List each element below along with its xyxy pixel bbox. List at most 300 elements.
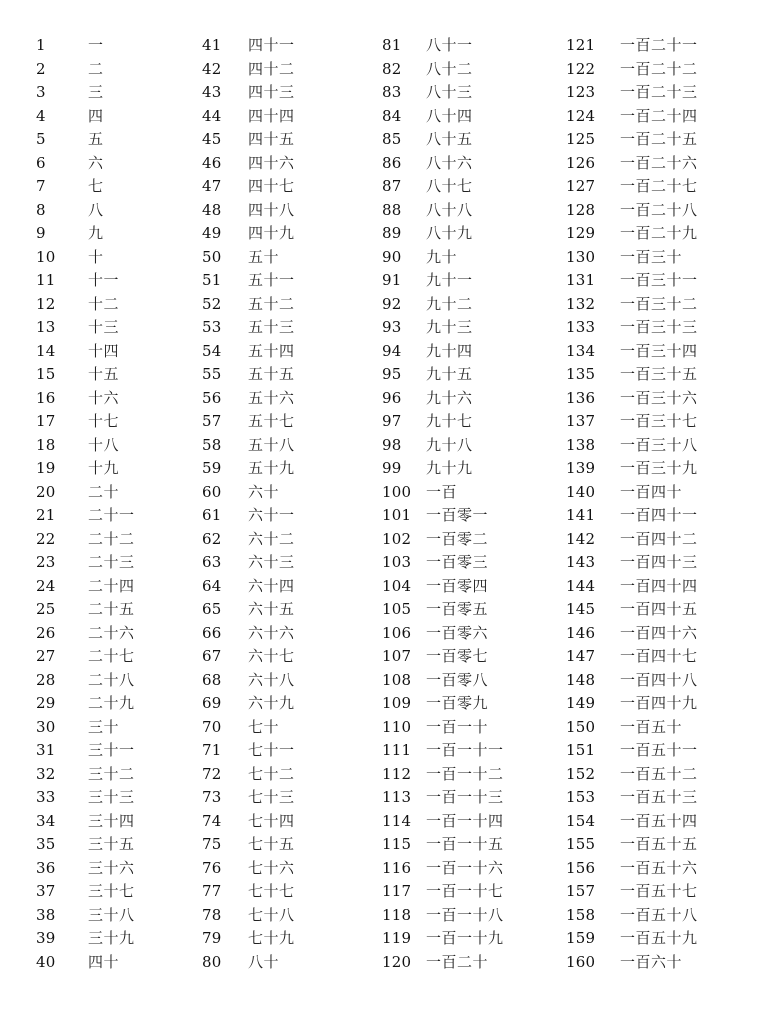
list-item: [202, 457, 295, 481]
arabic-numeral: 109: [382, 694, 412, 712]
chinese-numeral: 一百二十八: [620, 200, 698, 219]
arabic-numeral: 81: [382, 36, 402, 54]
list-item: [36, 363, 135, 387]
chinese-numeral: 六十六: [248, 623, 295, 642]
list-item: [202, 927, 295, 951]
list-item: [566, 763, 698, 787]
chinese-numeral: 一百三十六: [620, 388, 698, 407]
arabic-numeral: 32: [36, 764, 56, 783]
arabic-numeral: 118: [382, 905, 412, 924]
arabic-numeral: 99: [382, 459, 402, 477]
arabic-numeral: 10: [36, 247, 56, 266]
arabic-numeral: 1: [36, 36, 46, 54]
list-item: [202, 34, 295, 58]
chinese-numeral: 十七: [88, 412, 120, 430]
arabic-numeral: 73: [202, 788, 222, 806]
list-item: [566, 716, 698, 740]
chinese-numeral: 一百二十二: [620, 59, 698, 78]
list-item: [566, 128, 698, 152]
arabic-numeral: 79: [202, 929, 222, 947]
list-item: [382, 34, 504, 58]
arabic-numeral: 60: [202, 482, 222, 501]
chinese-numeral: 八十八: [426, 200, 473, 219]
list-item: [382, 434, 504, 458]
arabic-numeral: 98: [382, 435, 402, 454]
list-item: [36, 128, 135, 152]
arabic-numeral: 84: [382, 106, 402, 125]
chinese-numeral: 一百三十五: [620, 365, 698, 383]
chinese-numeral: 一百五十三: [620, 788, 698, 806]
chinese-numeral: 四十三: [248, 83, 295, 101]
arabic-numeral: 43: [202, 83, 222, 101]
arabic-numeral: 78: [202, 905, 222, 924]
list-item: [566, 199, 698, 223]
chinese-numeral: 三十七: [88, 882, 135, 900]
chinese-numeral: 七十三: [248, 788, 295, 806]
chinese-numeral: 五十六: [248, 388, 295, 407]
arabic-numeral: 20: [36, 482, 56, 501]
list-item: [382, 363, 504, 387]
chinese-numeral: 六十七: [248, 647, 295, 665]
chinese-numeral: 九十一: [426, 271, 473, 289]
arabic-numeral: 117: [382, 882, 412, 900]
list-item: [202, 716, 295, 740]
chinese-numeral: 一百五十七: [620, 882, 698, 900]
chinese-numeral: 一百零八: [426, 670, 489, 689]
arabic-numeral: 76: [202, 858, 222, 877]
arabic-numeral: 54: [202, 341, 222, 360]
arabic-numeral: 23: [36, 553, 56, 571]
arabic-numeral: 28: [36, 670, 56, 689]
chinese-numeral: 一百: [426, 482, 458, 501]
arabic-numeral: 111: [382, 741, 412, 759]
arabic-numeral: 133: [566, 318, 596, 336]
chinese-numeral: 六: [88, 153, 104, 172]
arabic-numeral: 88: [382, 200, 402, 219]
list-item: [566, 786, 698, 810]
list-item: [202, 857, 295, 881]
chinese-numeral: 二十四: [88, 576, 135, 595]
chinese-numeral: 七十二: [248, 764, 295, 783]
arabic-numeral: 25: [36, 600, 56, 618]
arabic-numeral: 120: [382, 952, 412, 971]
list-item: [382, 481, 504, 505]
arabic-numeral: 157: [566, 882, 596, 900]
arabic-numeral: 6: [36, 153, 46, 172]
list-item: [382, 575, 504, 599]
list-item: [36, 951, 135, 975]
arabic-numeral: 155: [566, 835, 596, 853]
chinese-numeral: 九十四: [426, 341, 473, 360]
arabic-numeral: 126: [566, 153, 596, 172]
list-item: [382, 833, 504, 857]
chinese-numeral: 二十九: [88, 694, 135, 712]
arabic-numeral: 89: [382, 224, 402, 242]
chinese-numeral: 八十: [248, 952, 280, 971]
chinese-numeral: 十三: [88, 318, 120, 336]
list-item: [36, 152, 135, 176]
list-item: [382, 951, 504, 975]
chinese-numeral: 二十五: [88, 600, 135, 618]
chinese-numeral: 四十八: [248, 200, 295, 219]
list-item: [566, 81, 698, 105]
chinese-numeral: 四: [88, 106, 104, 125]
arabic-numeral: 87: [382, 177, 402, 195]
list-item: [382, 786, 504, 810]
chinese-numeral: 七: [88, 177, 104, 195]
list-item: [566, 58, 698, 82]
list-item: [36, 58, 135, 82]
arabic-numeral: 4: [36, 106, 46, 125]
arabic-numeral: 64: [202, 576, 222, 595]
arabic-numeral: 58: [202, 435, 222, 454]
list-item: [566, 951, 698, 975]
arabic-numeral: 116: [382, 858, 412, 877]
list-item: [382, 152, 504, 176]
list-item: [36, 763, 135, 787]
chinese-numeral: 一百二十一: [620, 36, 698, 54]
arabic-numeral: 150: [566, 717, 596, 736]
chinese-numeral: 十九: [88, 459, 120, 477]
chinese-numeral: 一百零四: [426, 576, 489, 595]
list-item: [202, 786, 295, 810]
arabic-numeral: 119: [382, 929, 412, 947]
arabic-numeral: 80: [202, 952, 222, 971]
chinese-numeral: 七十九: [248, 929, 295, 947]
chinese-numeral: 一百二十: [426, 952, 489, 971]
arabic-numeral: 24: [36, 576, 56, 595]
arabic-numeral: 139: [566, 459, 596, 477]
chinese-numeral: 一百零七: [426, 647, 489, 665]
chinese-numeral: 五: [88, 130, 104, 148]
arabic-numeral: 90: [382, 247, 402, 266]
chinese-numeral: 五十一: [248, 271, 295, 289]
arabic-numeral: 156: [566, 858, 596, 877]
arabic-numeral: 31: [36, 741, 56, 759]
chinese-numeral: 一百二十三: [620, 83, 698, 101]
arabic-numeral: 36: [36, 858, 56, 877]
chinese-numeral: 一百二十七: [620, 177, 698, 195]
arabic-numeral: 85: [382, 130, 402, 148]
list-item: [566, 575, 698, 599]
chinese-numeral: 一百五十六: [620, 858, 698, 877]
chinese-numeral: 一百三十七: [620, 412, 698, 430]
chinese-numeral: 一百零一: [426, 506, 489, 524]
chinese-numeral: 二十八: [88, 670, 135, 689]
chinese-numeral: 一百三十一: [620, 271, 698, 289]
list-item: [36, 833, 135, 857]
list-item: [382, 105, 504, 129]
arabic-numeral: 52: [202, 294, 222, 313]
arabic-numeral: 124: [566, 106, 596, 125]
list-item: [202, 645, 295, 669]
arabic-numeral: 38: [36, 905, 56, 924]
arabic-numeral: 148: [566, 670, 596, 689]
arabic-numeral: 95: [382, 365, 402, 383]
chinese-numeral: 一百五十四: [620, 811, 698, 830]
chinese-numeral: 九十: [426, 247, 458, 266]
list-item: [36, 293, 135, 317]
chinese-numeral: 八十九: [426, 224, 473, 242]
chinese-numeral: 三十九: [88, 929, 135, 947]
chinese-numeral: 一百四十九: [620, 694, 698, 712]
chinese-numeral: 五十八: [248, 435, 295, 454]
arabic-numeral: 102: [382, 529, 412, 548]
list-item: [566, 598, 698, 622]
list-item: [202, 904, 295, 928]
list-item: [382, 175, 504, 199]
arabic-numeral: 142: [566, 529, 596, 548]
arabic-numeral: 34: [36, 811, 56, 830]
chinese-numeral: 一百四十一: [620, 506, 698, 524]
chinese-numeral: 一百零三: [426, 553, 489, 571]
chinese-numeral: 六十八: [248, 670, 295, 689]
arabic-numeral: 12: [36, 294, 56, 313]
list-item: [36, 340, 135, 364]
arabic-numeral: 141: [566, 506, 596, 524]
list-item: [566, 880, 698, 904]
list-item: [202, 575, 295, 599]
chinese-numeral: 三十八: [88, 905, 135, 924]
chinese-numeral: 一百五十八: [620, 905, 698, 924]
list-item: [202, 128, 295, 152]
chinese-numeral: 一百零九: [426, 694, 489, 712]
list-item: [36, 857, 135, 881]
chinese-numeral: 一百一十: [426, 717, 489, 736]
list-item: [202, 481, 295, 505]
arabic-numeral: 128: [566, 200, 596, 219]
list-item: [202, 763, 295, 787]
arabic-numeral: 21: [36, 506, 56, 524]
arabic-numeral: 63: [202, 553, 222, 571]
arabic-numeral: 132: [566, 294, 596, 313]
chinese-numeral: 一百二十五: [620, 130, 698, 148]
arabic-numeral: 140: [566, 482, 596, 501]
chinese-numeral: 三十: [88, 717, 120, 736]
list-item: [202, 105, 295, 129]
list-item: [566, 927, 698, 951]
list-item: [382, 269, 504, 293]
list-item: [382, 457, 504, 481]
list-item: [566, 293, 698, 317]
arabic-numeral: 158: [566, 905, 596, 924]
chinese-numeral: 四十二: [248, 59, 295, 78]
arabic-numeral: 72: [202, 764, 222, 783]
list-item: [382, 739, 504, 763]
list-item: [36, 669, 135, 693]
chinese-numeral: 二: [88, 59, 104, 78]
chinese-numeral: 九: [88, 224, 104, 242]
list-item: [36, 105, 135, 129]
chinese-numeral: 九十五: [426, 365, 473, 383]
list-item: [202, 434, 295, 458]
arabic-numeral: 16: [36, 388, 56, 407]
chinese-numeral: 一百一十八: [426, 905, 504, 924]
arabic-numeral: 151: [566, 741, 596, 759]
arabic-numeral: 75: [202, 835, 222, 853]
chinese-numeral: 一百六十: [620, 952, 683, 971]
arabic-numeral: 86: [382, 153, 402, 172]
list-item: [382, 222, 504, 246]
arabic-numeral: 77: [202, 882, 222, 900]
chinese-numeral: 二十一: [88, 506, 135, 524]
chinese-numeral: 四十一: [248, 36, 295, 54]
list-item: [382, 293, 504, 317]
list-item: [382, 763, 504, 787]
arabic-numeral: 143: [566, 553, 596, 571]
arabic-numeral: 65: [202, 600, 222, 618]
list-item: [36, 927, 135, 951]
arabic-numeral: 7: [36, 177, 46, 195]
arabic-numeral: 51: [202, 271, 222, 289]
column-2: [202, 34, 295, 974]
chinese-numeral: 三十四: [88, 811, 135, 830]
arabic-numeral: 49: [202, 224, 222, 242]
arabic-numeral: 35: [36, 835, 56, 853]
chinese-numeral: 六十一: [248, 506, 295, 524]
chinese-numeral: 一百零二: [426, 529, 489, 548]
chinese-numeral: 一百五十二: [620, 764, 698, 783]
chinese-numeral: 四十: [88, 952, 120, 971]
arabic-numeral: 41: [202, 36, 222, 54]
list-item: [36, 81, 135, 105]
arabic-numeral: 153: [566, 788, 596, 806]
list-item: [202, 316, 295, 340]
arabic-numeral: 115: [382, 835, 412, 853]
arabic-numeral: 127: [566, 177, 596, 195]
list-item: [36, 810, 135, 834]
list-item: [566, 410, 698, 434]
list-item: [36, 786, 135, 810]
chinese-numeral: 七十八: [248, 905, 295, 924]
list-item: [202, 810, 295, 834]
column-4: [566, 34, 698, 974]
arabic-numeral: 82: [382, 59, 402, 78]
arabic-numeral: 131: [566, 271, 596, 289]
arabic-numeral: 121: [566, 36, 596, 54]
chinese-numeral: 一百四十六: [620, 623, 698, 642]
list-item: [36, 199, 135, 223]
list-item: [202, 269, 295, 293]
chinese-numeral: 二十: [88, 482, 120, 501]
arabic-numeral: 123: [566, 83, 596, 101]
list-item: [36, 551, 135, 575]
list-item: [382, 880, 504, 904]
arabic-numeral: 112: [382, 764, 412, 783]
arabic-numeral: 15: [36, 365, 56, 383]
chinese-numeral: 六十九: [248, 694, 295, 712]
chinese-numeral: 一百一十六: [426, 858, 504, 877]
chinese-numeral: 八十四: [426, 106, 473, 125]
arabic-numeral: 13: [36, 318, 56, 336]
list-item: [202, 387, 295, 411]
list-item: [36, 316, 135, 340]
chinese-numeral: 九十八: [426, 435, 473, 454]
chinese-numeral: 八十一: [426, 36, 473, 54]
list-item: [36, 739, 135, 763]
list-item: [382, 598, 504, 622]
chinese-numeral: 七十一: [248, 741, 295, 759]
chinese-numeral: 八十五: [426, 130, 473, 148]
arabic-numeral: 106: [382, 623, 412, 642]
arabic-numeral: 134: [566, 341, 596, 360]
list-item: [202, 410, 295, 434]
arabic-numeral: 8: [36, 200, 46, 219]
list-item: [36, 410, 135, 434]
chinese-numeral: 十六: [88, 388, 120, 407]
arabic-numeral: 159: [566, 929, 596, 947]
arabic-numeral: 83: [382, 83, 402, 101]
chinese-numeral: 一百四十: [620, 482, 683, 501]
arabic-numeral: 39: [36, 929, 56, 947]
arabic-numeral: 149: [566, 694, 596, 712]
arabic-numeral: 96: [382, 388, 402, 407]
arabic-numeral: 93: [382, 318, 402, 336]
chinese-numeral: 一百二十六: [620, 153, 698, 172]
list-item: [202, 880, 295, 904]
list-item: [566, 340, 698, 364]
list-item: [566, 175, 698, 199]
chinese-numeral: 一百二十九: [620, 224, 698, 242]
chinese-numeral: 一百五十九: [620, 929, 698, 947]
arabic-numeral: 138: [566, 435, 596, 454]
list-item: [202, 340, 295, 364]
list-item: [382, 504, 504, 528]
arabic-numeral: 42: [202, 59, 222, 78]
chinese-numeral: 四十五: [248, 130, 295, 148]
chinese-numeral: 五十三: [248, 318, 295, 336]
chinese-numeral: 一: [88, 36, 104, 54]
arabic-numeral: 11: [36, 271, 56, 289]
chinese-numeral: 十一: [88, 271, 120, 289]
list-item: [566, 387, 698, 411]
arabic-numeral: 144: [566, 576, 596, 595]
chinese-numeral: 二十二: [88, 529, 135, 548]
list-item: [202, 551, 295, 575]
list-item: [566, 152, 698, 176]
arabic-numeral: 40: [36, 952, 56, 971]
list-item: [36, 575, 135, 599]
arabic-numeral: 70: [202, 717, 222, 736]
chinese-numeral: 九十七: [426, 412, 473, 430]
arabic-numeral: 136: [566, 388, 596, 407]
list-item: [36, 904, 135, 928]
list-item: [382, 128, 504, 152]
chinese-numeral: 一百零六: [426, 623, 489, 642]
chinese-numeral: 七十五: [248, 835, 295, 853]
list-item: [566, 363, 698, 387]
chinese-numeral: 九十三: [426, 318, 473, 336]
arabic-numeral: 122: [566, 59, 596, 78]
list-item: [202, 293, 295, 317]
arabic-numeral: 47: [202, 177, 222, 195]
chinese-numeral: 四十四: [248, 106, 295, 125]
arabic-numeral: 57: [202, 412, 222, 430]
chinese-numeral: 一百四十五: [620, 600, 698, 618]
chinese-numeral: 一百一十一: [426, 741, 504, 759]
arabic-numeral: 114: [382, 811, 412, 830]
chinese-numeral: 一百四十七: [620, 647, 698, 665]
list-item: [566, 528, 698, 552]
list-item: [36, 504, 135, 528]
list-item: [36, 246, 135, 270]
arabic-numeral: 18: [36, 435, 56, 454]
column-1: [36, 34, 135, 974]
arabic-numeral: 91: [382, 271, 402, 289]
arabic-numeral: 103: [382, 553, 412, 571]
chinese-numeral: 十四: [88, 341, 120, 360]
arabic-numeral: 145: [566, 600, 596, 618]
